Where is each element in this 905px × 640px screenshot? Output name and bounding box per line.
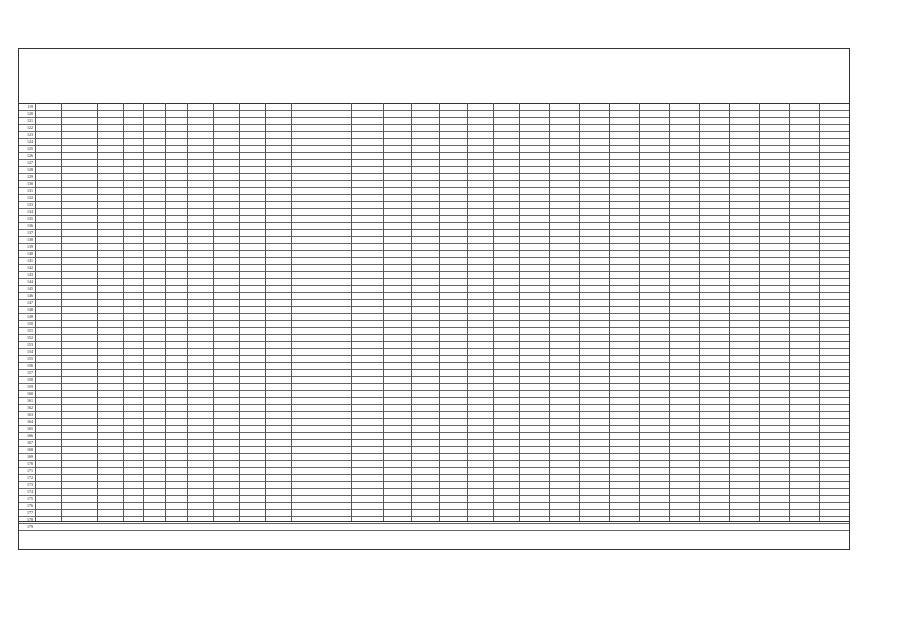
row-number: 136	[27, 223, 33, 228]
row-number: 125	[27, 146, 33, 151]
row-number: 162	[27, 405, 33, 410]
row-number: 157	[27, 370, 33, 375]
row-number: 148	[27, 307, 33, 312]
row-number: 138	[27, 237, 33, 242]
row-number: 143	[27, 272, 33, 277]
scanned-document	[18, 48, 850, 550]
row-number: 179	[27, 524, 33, 529]
row-number: 142	[27, 265, 33, 270]
row-number: 134	[27, 209, 33, 214]
column-divider	[609, 103, 610, 521]
row-number: 131	[27, 188, 33, 193]
row-number: 119	[27, 104, 33, 109]
row-number: 174	[27, 489, 33, 494]
column-divider	[729, 103, 730, 521]
row-number: 123	[27, 132, 33, 137]
row-number: 163	[27, 412, 33, 417]
column-divider	[549, 103, 550, 521]
column-divider	[669, 103, 670, 521]
row-number: 160	[27, 391, 33, 396]
row-number: 144	[27, 279, 33, 284]
row-number: 178	[27, 517, 33, 522]
row-number: 152	[27, 335, 33, 340]
column-divider	[35, 103, 36, 521]
row-number: 168	[27, 447, 33, 452]
row-number: 173	[27, 482, 33, 487]
row-number: 172	[27, 475, 33, 480]
row-number: 132	[27, 195, 33, 200]
row-number: 155	[27, 356, 33, 361]
row-number: 120	[27, 111, 33, 116]
column-divider	[699, 103, 700, 521]
row-number: 140	[27, 251, 33, 256]
column-divider	[789, 103, 790, 521]
column-divider	[165, 103, 166, 521]
row-number: 135	[27, 216, 33, 221]
row-number: 171	[27, 468, 33, 473]
row-number: 176	[27, 503, 33, 508]
row-number: 165	[27, 426, 33, 431]
row-number: 161	[27, 398, 33, 403]
row-number: 150	[27, 321, 33, 326]
row-number: 121	[27, 118, 33, 123]
row-number: 175	[27, 496, 33, 501]
column-divider	[143, 103, 144, 521]
column-divider	[383, 103, 384, 521]
row-number: 122	[27, 125, 33, 130]
summary-band	[19, 521, 849, 550]
column-divider	[759, 103, 760, 521]
row-number: 177	[27, 510, 33, 515]
row-number: 167	[27, 440, 33, 445]
column-divider	[411, 103, 412, 521]
column-divider	[519, 103, 520, 521]
column-divider	[639, 103, 640, 521]
row-number: 129	[27, 174, 33, 179]
column-divider	[61, 103, 62, 521]
row-number: 141	[27, 258, 33, 263]
row-number: 159	[27, 384, 33, 389]
row-number: 153	[27, 342, 33, 347]
row-number: 128	[27, 167, 33, 172]
row-number: 158	[27, 377, 33, 382]
row-number: 169	[27, 454, 33, 459]
column-divider	[493, 103, 494, 521]
column-divider	[239, 103, 240, 521]
table-grid	[19, 103, 849, 529]
row-number: 151	[27, 328, 33, 333]
row-number: 170	[27, 461, 33, 466]
column-divider	[291, 103, 292, 521]
column-divider	[351, 103, 352, 521]
header-band	[19, 49, 849, 104]
column-divider	[213, 103, 214, 521]
column-divider	[187, 103, 188, 521]
row-number: 133	[27, 202, 33, 207]
column-divider	[579, 103, 580, 521]
row-number: 145	[27, 286, 33, 291]
row-number: 149	[27, 314, 33, 319]
row-number: 124	[27, 139, 33, 144]
column-divider	[265, 103, 266, 521]
row-number: 156	[27, 363, 33, 368]
row-number: 127	[27, 160, 33, 165]
column-divider	[467, 103, 468, 521]
row-number: 146	[27, 293, 33, 298]
row-number: 126	[27, 153, 33, 158]
row-number: 154	[27, 349, 33, 354]
row-number: 137	[27, 230, 33, 235]
column-divider	[123, 103, 124, 521]
column-divider	[439, 103, 440, 521]
column-divider	[819, 103, 820, 521]
row-number: 164	[27, 419, 33, 424]
row-number: 139	[27, 244, 33, 249]
row-number: 130	[27, 181, 33, 186]
row-number: 147	[27, 300, 33, 305]
column-divider	[97, 103, 98, 521]
row-number: 166	[27, 433, 33, 438]
